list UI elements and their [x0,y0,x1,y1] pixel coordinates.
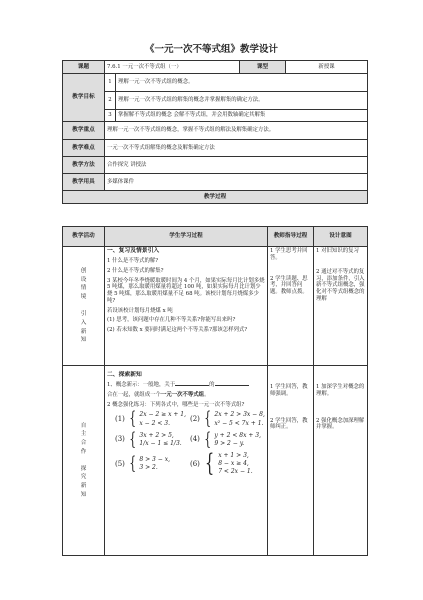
col-teacher: 教师指导过程 [268,227,314,247]
method-label: 教学方法 [63,157,105,174]
design-intent: 1 对旧知识的复习 2 通过对不等式的复习，添加条件，引入新不等式组概念，强化对不等式组概念的理解 [314,247,368,366]
key-label: 教学重点 [63,122,105,140]
question-line: 2 什么是不等式的解集? [107,267,164,274]
inequality-systems [115,408,265,478]
teacher-guidance: 1 学生回答，教师强调。 2 学生回答，教师纠正。 [268,366,314,556]
concept-line-2: 合在一起，就组成一个一元一次不等式组。 [107,391,210,398]
process-table [62,226,368,366]
lesson-info-table [62,60,368,204]
system-6: (6) { x + 1 > 3, 8 − x ≥ 4, 7 < 2x − 1. [190,449,253,478]
difficulty-label: 教学难点 [63,140,105,157]
question-line: (1) 思考，该问题中存在几种不等关系?你能写出来吗? [107,317,236,324]
col-student: 学生学习过程 [105,227,268,247]
section-heading: 二、探索新知 [107,372,142,378]
method-value: 合作探究 讲授法 [105,157,368,174]
key-value: 理解一元一次不等式组的概念，掌握不等式组的解法及解集确定方法。 [105,122,368,140]
design-intent: 1 加深学生对概念的理解。 2 强化概念加深理解并掌握。 [314,366,368,556]
tools-label: 教学用具 [63,174,105,191]
type-value: 新授课 [286,61,368,74]
difficulty-value: 一元一次不等式组解集的概念及解集确定方法 [105,140,368,157]
student-process [105,366,268,556]
system-3: (3) { 3x + 2 > 5, 1/x − 1 ≤ 1/3. [115,428,182,450]
goal-text: 掌握解不等式组的概念 会解不等式组，并会用数轴确定其解集 [116,110,368,122]
process-table-continued [62,365,368,556]
practice-prompt: 2 概念强化练习：下列各式中，哪些是一元一次不等式组? [107,401,245,408]
topic-value: 7.6.1 一元一次不等式组（一） [105,61,240,74]
student-process [105,247,268,366]
goal-text: 理解一元一次不等式组的解集的概念并掌握解集的确定方法。 [116,92,368,110]
process-header: 教学过程 [63,191,368,204]
question-line: 若设该校计划每月烧煤 x 吨 [107,307,173,314]
topic-label: 课题 [63,61,105,74]
section-heading: 一、复习及情景引入 [107,248,160,254]
question-line: (2) 若未知数 x 要同时满足这两个不等关系?那该怎样列式? [107,327,248,334]
question-line: 3 某校今年冬季烧暖取暖时间为 4 个月，如果实际每月比计划多烧 5 吨煤，那么取暖用煤量将超过 100 吨，如果实际每月比计划少烧 5 吨煤，那么取暖用煤量不足 68 吨。该校计划每月烧煤多少吨? [107,277,265,304]
system-5: (5) { 8 > 3 − x, 3 > 2. [115,452,170,474]
goal-label: 教学目标 [63,74,105,122]
type-label: 课型 [240,61,286,74]
goal-text: 理解一元一次不等式组的概念。 [116,74,368,92]
goal-number: 3 [105,110,116,122]
col-intent: 设计意图 [314,227,368,247]
concept-line: 1、概念新示：一般地，关于 的 [107,382,265,389]
activity-label: 自 主 合 作 探 究 新 知 [63,366,105,556]
page-title: 《一元一次不等式组》教学设计 [144,44,278,55]
system-4: (4) { y + 2 < 8x + 3, 9 > 2 − y. [190,428,262,450]
goal-number: 2 [105,92,116,110]
system-2: (2) { 2x + 2 > 3x − 8, x² − 5 < 7x + 1. [190,408,265,430]
question-line: 1 什么是不等式的解? [107,258,159,265]
goal-number: 1 [105,74,116,92]
activity-label: 创 设 情 境 引 入 新 知 [63,247,105,366]
system-1: (1) { 2x − 2 ≥ x + 1, x − 2 < 3. [115,408,187,430]
teacher-guidance: 1 学生思考并回答。 2 学生读题、思考，并回答问题。教师点拨。 [268,247,314,366]
tools-value: 多媒体课件 [105,174,368,191]
col-activity: 教学活动 [63,227,105,247]
